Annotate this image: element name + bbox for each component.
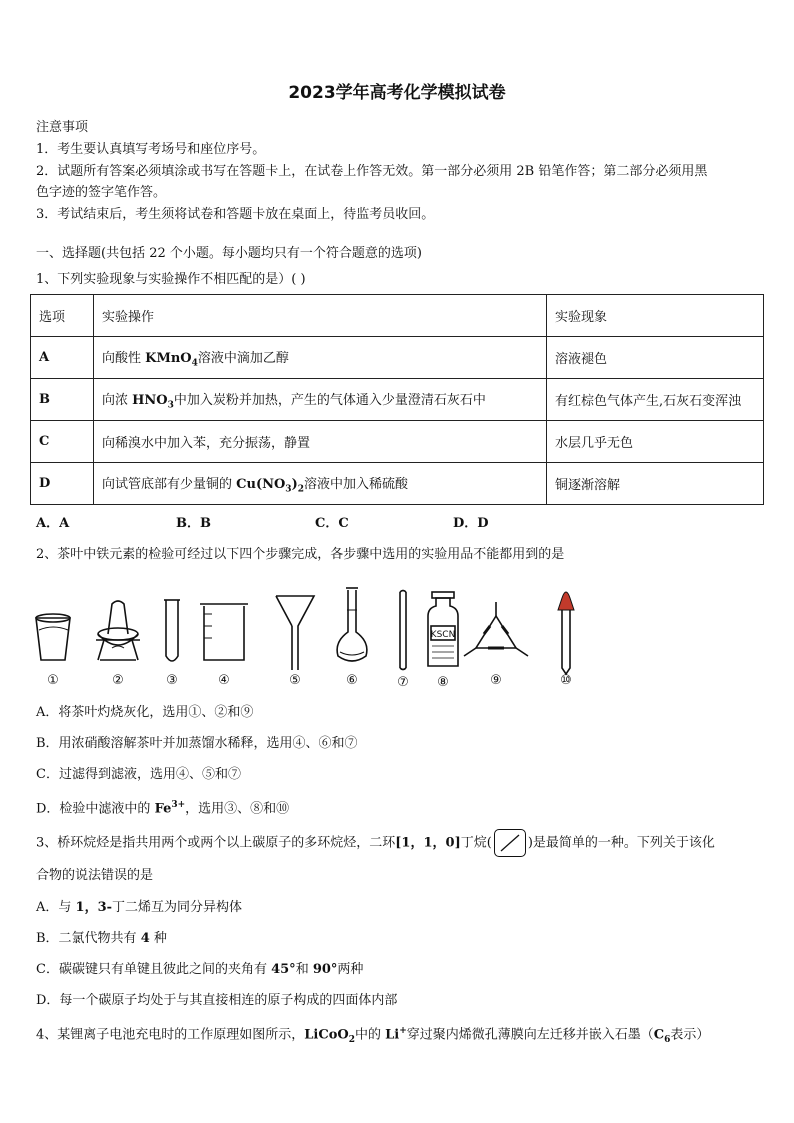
section-heading: 一、选择题(共包括 22 个小题。每小题均只有一个符合题意的选项) <box>36 246 422 261</box>
question-2-option-d[interactable] <box>36 796 289 818</box>
operation-cell <box>94 463 547 505</box>
question-3-option-d[interactable]: D．每一个碳原子均处于与其直接相连的原子构成的四面体内部 <box>36 993 398 1008</box>
chemical-formula: C <box>653 1027 665 1043</box>
operation-text: 溶液中滴加乙醇 <box>197 350 289 366</box>
ion-formula: Li <box>385 1027 400 1043</box>
question-4-stem <box>36 1022 709 1050</box>
funnel-icon <box>276 596 314 670</box>
chemical-formula: Cu(NO <box>236 476 286 492</box>
question-2-option-c[interactable]: C．过滤得到滤液，选用④、⑤和⑦ <box>36 767 241 782</box>
stem-bracket: [1，1，0] <box>395 835 461 851</box>
option-text: 和 <box>295 962 313 977</box>
apparatus-label: ③ <box>166 673 178 688</box>
option-bold: 45° <box>271 962 296 977</box>
table-row <box>31 337 764 379</box>
option-text: B．二氯代物共有 <box>36 931 141 946</box>
formula-subscript: 3 <box>285 484 292 495</box>
question-3-option-c[interactable] <box>36 960 363 979</box>
result-cell: 有红棕色气体产生,石灰石变浑浊 <box>547 379 764 421</box>
option-d[interactable]: D．D <box>453 516 489 531</box>
question-3-option-b[interactable] <box>36 929 167 948</box>
apparatus-label: ⑥ <box>346 673 358 688</box>
option-cell: D <box>31 463 94 505</box>
table-row <box>31 463 764 505</box>
formula-subscript: 4 <box>191 358 198 369</box>
operation-cell: 向稀溴水中加入苯，充分振荡，静置 <box>94 421 547 463</box>
page-title: 2023学年高考化学模拟试卷 <box>288 83 506 103</box>
option-a[interactable]: A．A <box>36 516 70 531</box>
apparatus-figure <box>28 574 778 690</box>
apparatus-label: ① <box>47 673 59 688</box>
result-cell: 溶液褪色 <box>547 337 764 379</box>
question-3-option-a[interactable] <box>36 898 242 917</box>
question-2-option-b[interactable]: B．用浓硝酸溶解茶叶并加蒸馏水稀释，选用④、⑥和⑦ <box>36 736 358 751</box>
option-bold: 1，3- <box>75 900 113 915</box>
clay-triangle-icon <box>464 602 528 656</box>
question-1-options <box>36 514 636 534</box>
formula-subscript: 2 <box>297 484 304 495</box>
question-2-stem: 2、茶叶中铁元素的检验可经过以下四个步骤完成，各步骤中选用的实验用品不能都用到的是 <box>36 547 565 562</box>
result-cell: 水层几乎无色 <box>547 421 764 463</box>
dropper-bulb-icon <box>558 592 574 610</box>
stem-text: 穿过聚内烯微孔薄膜向左迁移并嵌入石墨（ <box>406 1027 654 1043</box>
option-text: 两种 <box>337 962 364 977</box>
operation-text: 向试管底部有少量铜的 <box>102 476 237 492</box>
apparatus-label: ④ <box>218 673 230 688</box>
option-c[interactable]: C．C <box>315 516 349 531</box>
apparatus-label: ⑨ <box>490 673 502 688</box>
operation-text: 向浓 <box>102 392 133 408</box>
question-3-stem-line2: 合物的说法错误的是 <box>36 868 154 883</box>
table-row <box>31 379 764 421</box>
notice-item-3: 3．考试结束后，考生须将试卷和答题卡放在桌面上，待监考员收回。 <box>36 207 435 222</box>
notice-item-1: 1．考生要认真填写考场号和座位序号。 <box>36 142 266 157</box>
stem-text: 丁烷( <box>460 835 492 851</box>
operation-cell <box>94 337 547 379</box>
operation-text: 向酸性 <box>102 350 146 366</box>
ion-charge: 3+ <box>171 800 186 810</box>
option-text: D．检验中滤液中的 <box>36 801 155 817</box>
crucible-tripod-icon <box>96 601 140 660</box>
glass-rod-icon <box>400 591 406 670</box>
apparatus-label: ② <box>112 673 124 688</box>
dropper-icon <box>562 610 570 674</box>
option-cell: A <box>31 337 94 379</box>
formula-subscript: 2 <box>348 1034 355 1045</box>
volumetric-flask-icon <box>337 588 367 661</box>
formula-subscript: 3 <box>167 400 174 411</box>
ion-formula: Fe <box>154 801 172 817</box>
apparatus-label: ⑤ <box>289 673 301 688</box>
apparatus-label: ⑦ <box>397 675 409 690</box>
table-header-row <box>31 295 764 337</box>
option-bold: 4 <box>140 931 150 946</box>
stem-text: )是最简单的一种。下列关于该化 <box>527 835 715 851</box>
crucible-icon <box>36 614 70 660</box>
beaker-icon <box>200 604 248 660</box>
option-text: A．与 <box>36 900 76 915</box>
option-text: ，选用③、⑧和⑩ <box>185 801 290 817</box>
apparatus-svg <box>28 574 778 690</box>
option-text: C．碳碳键只有单键且彼此之间的夹角有 <box>36 962 272 977</box>
formula-subscript: 6 <box>664 1034 671 1045</box>
apparatus-label: ⑧ <box>437 675 449 690</box>
stem-text: 3、桥环烷烃是指共用两个或两个以上碳原子的多环烷烃，二环 <box>36 835 396 851</box>
ion-charge: + <box>399 1026 407 1036</box>
option-cell: B <box>31 379 94 421</box>
option-text: 种 <box>149 931 167 946</box>
stem-text: 4、某锂离子电池充电时的工作原理如图所示， <box>36 1027 305 1043</box>
question-1-table <box>30 294 764 505</box>
option-text: 丁二烯互为同分异构体 <box>112 900 243 915</box>
stem-text: 表示） <box>670 1027 710 1043</box>
reagent-bottle-icon <box>428 592 458 666</box>
table-header-cell: 实验操作 <box>94 295 547 337</box>
option-cell: C <box>31 421 94 463</box>
test-tube-icon <box>164 600 180 661</box>
chemical-formula: LiCoO <box>304 1027 349 1043</box>
table-header-cell: 实验现象 <box>547 295 764 337</box>
notice-item-2-cont: 色字迹的签字笔作答。 <box>36 185 167 200</box>
question-2-option-a[interactable]: A．将茶叶灼烧灰化，选用①、②和⑨ <box>36 705 254 720</box>
operation-text: 溶液中加入稀硫酸 <box>303 476 408 492</box>
chemical-formula: HNO <box>132 392 168 408</box>
apparatus-label: ⑩ <box>560 673 572 688</box>
notice-item-2: 2．试题所有答案必须填涂或书写在答题卡上，在试卷上作答无效。第一部分必须用 2B 铅笔作答；第二部分必须用黑 <box>36 164 708 179</box>
table-row <box>31 421 764 463</box>
operation-cell <box>94 379 547 421</box>
result-cell: 铜逐渐溶解 <box>547 463 764 505</box>
option-bold: 90° <box>312 962 338 977</box>
bicyclobutane-structure-icon <box>494 829 526 857</box>
bottle-label: KSCN <box>430 630 456 640</box>
question-3-stem <box>36 829 715 857</box>
notice-heading: 注意事项 <box>36 120 89 135</box>
operation-text: 中加入炭粉并加热，产生的气体通入少量澄清石灰石中 <box>173 392 486 408</box>
option-b[interactable]: B．B <box>176 516 211 531</box>
chemical-formula: ) <box>291 476 298 492</box>
chemical-formula: KMnO <box>145 350 192 366</box>
table-header-cell: 选项 <box>31 295 94 337</box>
stem-text: 中的 <box>354 1027 386 1043</box>
question-1-stem: 1、下列实验现象与实验操作不相匹配的是）( ) <box>36 272 306 287</box>
